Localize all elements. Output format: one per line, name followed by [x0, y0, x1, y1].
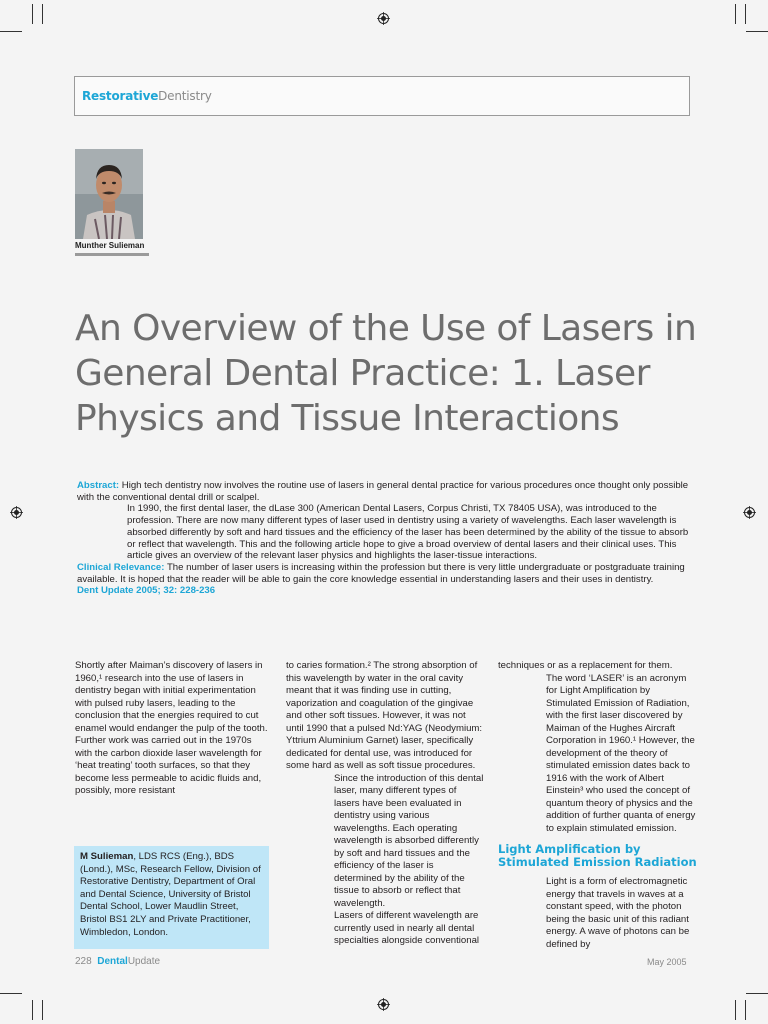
clinical-relevance [77, 562, 689, 585]
author-bio-box [74, 846, 269, 949]
abstract-text: High tech dentistry now involves the routine use of lasers in general dental practice for various procedures once thought only possible with the conventional dental drill or scalpel. [77, 480, 689, 503]
issue-date: May 2005 [647, 957, 687, 967]
author-portrait-icon [75, 149, 143, 239]
bio-text: , LDS RCS (Eng.), BDS (Lond.), MSc, Research Fellow, Division of Restorative Dentistry, Department of Oral and Dental Science, University of Bristol Dental School, Lower Maudlin Street, Bristol BS1 2LY and Private Practitioner, Wimbledon, London. [80, 851, 261, 938]
author-photo [75, 149, 143, 239]
crop-mark [746, 993, 768, 994]
divider [75, 253, 149, 256]
article-title: An Overview of the Use of Lasers in General Dental Practice: 1. Laser Physics and Tissue Interactions [75, 308, 697, 439]
crop-mark [32, 1000, 33, 1020]
page-number: 228 [75, 956, 92, 967]
crop-mark [32, 4, 33, 24]
body-paragraph: Since the introduction of this dental laser, many different types of lasers have been evaluated in dentistry using various wavelengths. Each operating wavelength is absorbed differently by soft and hard tissues and the efficiency of the laser is determined by the ability of the tissue to absorb or reflect that wavelength. [334, 772, 484, 909]
journal-name-part1: Dental [97, 956, 128, 967]
category-part2: Dentistry [158, 89, 212, 103]
crop-mark [745, 4, 746, 24]
registration-mark-icon [377, 12, 390, 25]
registration-mark-icon [743, 506, 756, 519]
body-column-2 [286, 660, 484, 948]
citation: Dent Update 2005; 32: 228-236 [77, 585, 216, 597]
bio-name: M Sulieman [80, 851, 134, 862]
abstract-para [77, 480, 689, 503]
section-subheading: Light Amplification by Stimulated Emission Radiation [498, 842, 697, 869]
body-column-1 [75, 660, 271, 798]
body-paragraph: Light is a form of electromagnetic energy that travels in waves at a constant speed, with the photon being the basic unit of this radiant energy. A wave of photons can be defined by [546, 876, 690, 950]
relevance-text: The number of laser users is increasing within the profession but there is very little undergraduate or postgraduate training available. It is hoped that the reader will be able to gain the core knowledge essential in understanding lasers and their uses in dentistry. [77, 561, 685, 585]
registration-mark-icon [10, 506, 23, 519]
body-paragraph: to caries formation.² The strong absorption of this wavelength by water in the oral cavity meant that it was finding use in cutting, vaporization and coagulation of the gingivae and other soft tissues. However, it was not until 1990 that a pulsed Nd:YAG (Neodymium: Yttrium Aluminium Garnet) laser, specifically dedicated for dental use, was introduced for some hard as well as soft tissue procedures. [286, 660, 483, 771]
abstract-block [77, 480, 689, 597]
author-name: Munther Sulieman [75, 241, 145, 250]
crop-mark [746, 31, 768, 32]
category-part1: Restorative [82, 89, 159, 103]
section-category [82, 89, 212, 103]
body-paragraph: Lasers of different wavelength are currently used in nearly all dental specialties alongside conventional [334, 910, 480, 946]
crop-mark [0, 993, 22, 994]
crop-mark [42, 4, 43, 24]
abstract-label: Abstract: [77, 480, 120, 491]
body-column-3 [498, 660, 696, 835]
journal-name-part2: Update [127, 956, 161, 967]
body-paragraph: Shortly after Maiman’s discovery of lasers in 1960,¹ research into the use of lasers in dentistry began with initial experimentation with pulsed ruby lasers, leading to the conclusion that the energies required to cut enamel would endanger the pulp of the tooth. Further work was carried out in the 1970s with the carbon dioxide laser wavelength for ‘heat treating’ tooth surfaces, so that they become less permeable to acidic fluids and, possibly, more resistant [75, 660, 268, 796]
crop-mark [735, 4, 736, 24]
page-footer [75, 956, 160, 967]
registration-mark-icon [377, 998, 390, 1011]
crop-mark [735, 1000, 736, 1020]
body-paragraph: techniques or as a replacement for them. [498, 660, 673, 671]
crop-mark [0, 31, 22, 32]
abstract-para2: In 1990, the first dental laser, the dLase 300 (American Dental Lasers, Corpus Christi, TX 78405 USA), was introduced to the profession. There are now many different types of laser used in dentistry using a variety of wavelengths. Each laser wavelength is absorbed differently by soft and hard tissues and the efficiency of the laser has been determined by the ability of the tissue to absorb or reflect that wavelength. This and the following article hope to give a broad overview of dental lasers and their clinical uses. This article gives an overview of the relevant laser physics and highlights the laser-tissue interactions. [127, 503, 689, 562]
crop-mark [42, 1000, 43, 1020]
body-column-3-lower [498, 876, 696, 951]
crop-mark [745, 1000, 746, 1020]
section-header [74, 76, 690, 116]
relevance-label: Clinical Relevance: [77, 561, 165, 573]
body-paragraph: The word ‘LASER’ is an acronym for Light Amplification by Stimulated Emission of Radiation, with the first laser discovered by Maiman of the Hughes Aircraft Corporation in 1960.¹ However, the development of the theory of stimulated emission dates back to 1916 with the work of Albert Einstein³ who used the concept of quantum theory of physics and the addition of further quanta of energy to explain stimulated emission. [546, 672, 696, 834]
